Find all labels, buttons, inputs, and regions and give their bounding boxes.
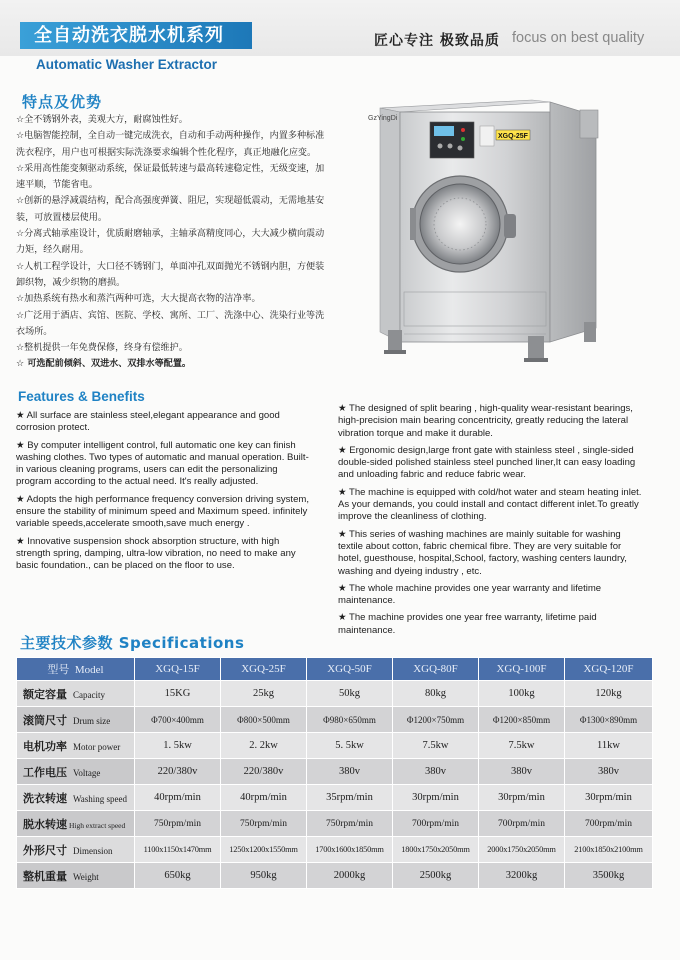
spec-row-label [17, 785, 135, 811]
spec-cell: 15KG [135, 681, 221, 707]
feature-item: ★ Ergonomic design,large front gate with stainless steel , single-sided double-sided polished stainless steel punched liner,It can easy loading and unloading fabric and reduce fabric wear. [338, 444, 636, 481]
spec-label-cn: 滚筒尺寸 [23, 713, 67, 727]
spec-row-label [17, 837, 135, 863]
spec-cell: 380v [307, 759, 393, 785]
spec-cell: 1800x1750x2050mm [393, 837, 479, 863]
spec-cell: 5. 5kw [307, 733, 393, 759]
spec-cell: 700rpm/min [479, 811, 565, 837]
spec-cell: 2100x1850x2100mm [565, 837, 653, 863]
spec-header-label-en: Model [74, 664, 104, 676]
spec-label-cn: 工作电压 [23, 765, 67, 779]
spec-label-en: Capacity [73, 689, 105, 700]
features-cn-line: ☆采用高性能变频驱动系统，保证最低转速与最高转速稳定性，无级变速，加 [16, 163, 325, 174]
spec-cell: 11kw [565, 733, 653, 759]
spec-label-cn: 整机重量 [23, 869, 67, 883]
feature-item: ★ The whole machine provides one year warranty and lifetime maintenance. [338, 582, 602, 607]
spec-label-cn: 洗衣转速 [23, 791, 67, 805]
feature-item: ★ The machine is equipped with cold/hot water and steam heating inlet. As your demands, you could install and contact different inlet.To greatly improve the cleanliness of clothing. [338, 486, 642, 523]
spec-cell: 1100x1150x1470mm [135, 837, 221, 863]
features-cn-line: 卸织物，减少织物的磨损。 [16, 277, 126, 288]
feature-item: ★ This series of washing machines are mainly suitable for washing textile about cotton, fabric chemical fibre. They are very suitable for hotel, guesthouse, hospital,School, factory, washing centers laundry, washing and dyeing industry , etc. [338, 528, 627, 577]
spec-cell: 750rpm/min [221, 811, 307, 837]
spec-cell: 7.5kw [393, 733, 479, 759]
spec-title-cn: 主要技术参数 [20, 634, 114, 652]
spec-cell: 750rpm/min [307, 811, 393, 837]
feature-item: ★ The designed of split bearing , high-quality wear-resistant bearings, high-precision main bearing concentricity, greatly reducing the lateral vibration torque and make it durable. [338, 403, 633, 439]
features-cn-line: ☆整机提供一年免费保修，终身有偿维护。 [16, 343, 188, 354]
spec-cell: 2. 2kw [221, 733, 307, 759]
spec-cell: 30rpm/min [565, 785, 653, 811]
spec-row-capacity [17, 681, 653, 707]
spec-row-voltage [17, 759, 653, 785]
spec-cell: 35rpm/min [307, 785, 393, 811]
spec-cell: 220/380v [135, 759, 221, 785]
spec-cell: Φ1300×890mm [565, 707, 653, 733]
spec-cell: 80kg [393, 681, 479, 707]
spec-cell: 1. 5kw [135, 733, 221, 759]
spec-cell: 25kg [221, 681, 307, 707]
features-cn-line: ☆ 可选配前倾斜、双进水、双排水等配置。 [16, 359, 192, 370]
spec-row-label [17, 707, 135, 733]
spec-label-en: Drum size [73, 715, 111, 726]
page-title-cn: 全自动洗衣脱水机系列 [20, 22, 252, 49]
spec-label-cn: 外形尺寸 [23, 843, 67, 857]
features-cn-title: 特点及优势 [22, 93, 103, 111]
spec-header-model: XGQ-25F [221, 658, 307, 681]
spec-cell: 950kg [221, 863, 307, 889]
spec-cell: 50kg [307, 681, 393, 707]
spec-header-model: XGQ-100F [479, 658, 565, 681]
spec-label-cn: 脱水转速 [23, 817, 67, 831]
model-plate: XGQ-25F [498, 133, 528, 140]
spec-row-weight [17, 863, 653, 889]
features-en-left [16, 410, 312, 578]
spec-cell: 1700x1600x1850mm [307, 837, 393, 863]
spec-table [16, 657, 653, 889]
spec-row-label [17, 759, 135, 785]
features-cn-line: ☆广泛用于酒店、宾馆、医院、学校、寓所、工厂、洗涤中心、洗染行业等洗 [16, 310, 325, 321]
spec-label-en: Weight [73, 871, 99, 882]
spec-cell: 220/380v [221, 759, 307, 785]
slogan-en: focus on best quality [512, 30, 645, 46]
spec-cell: 2000kg [307, 863, 393, 889]
features-cn-line: 装，可放置楼层使用。 [16, 212, 107, 223]
spec-label-cn: 额定容量 [23, 687, 67, 701]
feature-item: ★ Adopts the high performance frequency conversion driving system, ensure the stability of minimum speed and Maximum speed. infinitely variable speeds,accelerate smooth,save much energy . [16, 493, 309, 530]
spec-cell: 380v [565, 759, 653, 785]
spec-row-drum-size [17, 707, 653, 733]
feature-item: ★ All surface are stainless steel,elegant appearance and good corrosion protect. [16, 410, 280, 434]
spec-cell: 380v [479, 759, 565, 785]
spec-header-model: XGQ-50F [307, 658, 393, 681]
feature-item: ★ The machine provides one year free warranty, lifetime paid maintenance. [338, 612, 597, 636]
slogan-cn: 匠心专注 极致品质 [374, 33, 500, 49]
features-en-title: Features & Benefits [18, 389, 145, 404]
features-cn-line: ☆人机工程学设计，大口径不锈钢门，单面冲孔双面抛光不锈钢内胆，方便装 [16, 261, 325, 272]
features-cn-list [16, 112, 356, 373]
spec-header-model: XGQ-15F [135, 658, 221, 681]
spec-row-washing-speed [17, 785, 653, 811]
features-cn-line: ☆加热系统有热水和蒸汽两种可选，大大提高衣物的洁净率。 [16, 294, 261, 305]
spec-row-label [17, 811, 135, 837]
spec-cell: 100kg [479, 681, 565, 707]
spec-cell: 650kg [135, 863, 221, 889]
spec-cell: Φ1200×750mm [393, 707, 479, 733]
spec-cell: 30rpm/min [393, 785, 479, 811]
features-cn-line: ☆全不锈钢外表，美观大方，耐腐蚀性好。 [16, 115, 188, 125]
washer-extractor-illustration [360, 96, 650, 368]
spec-cell: 120kg [565, 681, 653, 707]
spec-cell: 380v [393, 759, 479, 785]
spec-cell: 40rpm/min [135, 785, 221, 811]
page-title-en: Automatic Washer Extractor [36, 57, 218, 72]
spec-header-model: XGQ-80F [393, 658, 479, 681]
spec-row-label [17, 733, 135, 759]
spec-cell: Φ1200×850mm [479, 707, 565, 733]
spec-header-label [17, 658, 135, 681]
spec-header-row [17, 658, 653, 681]
features-cn-line: 洗衣程序，用户也可根据实际洗涤要求编辑个性化程序，真正地融化应变。 [16, 147, 317, 158]
spec-cell: 3200kg [479, 863, 565, 889]
features-en-right [338, 403, 642, 642]
spec-cell: 7.5kw [479, 733, 565, 759]
spec-cell: 2500kg [393, 863, 479, 889]
spec-label-en: High extract speed [69, 820, 126, 830]
spec-label-cn: 电机功率 [23, 739, 67, 753]
brand-label: GzYingDi [368, 115, 398, 122]
spec-cell: 3500kg [565, 863, 653, 889]
spec-cell: 40rpm/min [221, 785, 307, 811]
spec-cell: 700rpm/min [565, 811, 653, 837]
spec-header-label-cn: 型号 [47, 664, 70, 676]
feature-item: ★ By computer intelligent control, full automatic one key can finish washing clothes. Two types of automatic and manual operation. Built-in various cleaning programs, users can edit the personalizing program according to the actual need. It's really adjusted. [16, 439, 309, 488]
spec-cell: 750rpm/min [135, 811, 221, 837]
spec-row-label [17, 681, 135, 707]
spec-cell: Φ800×500mm [221, 707, 307, 733]
spec-row-dimension [17, 837, 653, 863]
spec-label-en: Washing speed [73, 793, 128, 804]
spec-row-label [17, 863, 135, 889]
spec-row-motor-power [17, 733, 653, 759]
spec-header-model: XGQ-120F [565, 658, 653, 681]
spec-label-en: Motor power [73, 741, 121, 752]
features-cn-line: 衣场所。 [16, 326, 53, 337]
spec-cell: 2000x1750x2050mm [479, 837, 565, 863]
spec-cell: Φ700×400mm [135, 707, 221, 733]
feature-item: ★ Innovative suspension shock absorption structure, with high strength spring, damping, ultra-low vibration, no need to make any basic foundation., can be placed on the floor to use. [16, 535, 296, 572]
spec-cell: 700rpm/min [393, 811, 479, 837]
spec-cell: 30rpm/min [479, 785, 565, 811]
features-cn-line: 力矩，经久耐用。 [16, 245, 89, 256]
spec-title-en: Specifications [118, 634, 245, 652]
features-cn-line: ☆创新的悬浮减震结构，配合高强度弹簧、阻尼，实现超低震动，无需地基安 [16, 196, 325, 207]
features-cn-line: 速平顺，节能省电。 [16, 180, 98, 191]
features-cn-line: ☆电脑智能控制，全自动一键完成洗衣，自动和手动两种操作，内置多种标准 [16, 131, 325, 142]
spec-row-extract-speed [17, 811, 653, 837]
features-cn-line: ☆分离式轴承座设计，优质耐磨轴承，主轴承高精度同心，大大减少横向震动 [16, 229, 325, 240]
spec-label-en: Voltage [73, 767, 101, 778]
spec-cell: 1250x1200x1550mm [221, 837, 307, 863]
spec-label-en: Dimension [73, 845, 113, 856]
spec-title [20, 632, 244, 653]
spec-cell: Φ980×650mm [307, 707, 393, 733]
